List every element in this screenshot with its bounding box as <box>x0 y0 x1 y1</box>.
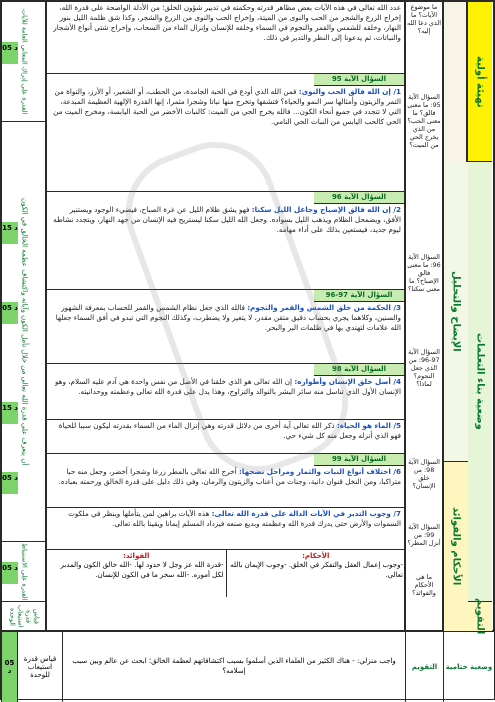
verse-label-97: السؤال الآية 97-96 <box>314 290 404 302</box>
stage-build: وضعية بناء التعلمات <box>468 162 492 602</box>
verse-label-98: السؤال الآية 98 <box>314 364 404 376</box>
verse-label-96: السؤال الآية 96 <box>314 192 404 204</box>
intro-paragraph: عدد الله تعالى في هذه الآيات بعض مظاهر قدرته وحكمته في تدبير شؤون الخلق؛ من الأدلة الواضحة على قدرة الله، إخراج الزرع والشجر من الحب والنوى من الميتة، وإخراج الحب والنوى من الزرع والشجر، وكذا شق ظلمة الليل بنور النهار، وخلقه للشمس والقمر والنجوم في السماء وخلقه للإنسان وإنزال الماء من السحاب، وإخراج شتى أنواع الأشجار والنباتات، ثم يدعونا إلى النظر والتدبر في ذلك. <box>47 2 404 74</box>
goals-column <box>1 1 46 631</box>
footer <box>1 631 494 702</box>
question-4: السؤال الآية 97-96: من الذي جعل النجوم؟ لماذا؟ <box>408 348 440 388</box>
time-badge-5: 05 د <box>2 472 18 494</box>
time-badge-6: 05 د <box>2 562 18 584</box>
question-7: ما هي الأحكام والفوائد؟ <box>412 573 436 597</box>
rulings-benefits <box>46 549 405 597</box>
section-3: 3/ الحكمة من خلق الشمس والقمر والنجوم: فالله الذي جعل نظام الشمس والقمر للحساب بمعرفة الشهور والسنين، وكلاهما يجري بحساب دقيق متقن مقدر، لا يتغير ولا يضطرب، وكذلك النجوم التي تبدو في أفق السماء جعلها الله علامات لتهتدي بها في ظلمات البر والبحر. <box>47 302 404 364</box>
time-badge-4: 15 د <box>2 402 18 424</box>
time-badge-3: 05 د <box>2 302 18 324</box>
goal-4: قياس قدرة استيعاب الوحدة <box>2 602 47 632</box>
question-1: ما موضوع الآيات؟ ما الذي دعا الله إليه؟ <box>407 3 442 35</box>
verse-label-99: السؤال الآية 99 <box>314 454 404 466</box>
footer-time: 05 د <box>1 632 17 702</box>
section-4: 4/ أصل خلق الإنسان وأطواره: إن الله تعالى هو الذي خلقنا في الأصل من نفس واحدة هي آدم عليه السلام، وهو الإنسان الأول الذي تناسل منه سائر البشر بالتوالد والتزاوج، وهذا يدل على قدرة الله تعالى وعظمته ووحدانيته. <box>47 376 404 420</box>
question-2: السؤال الآية 95: ما معنى فالق؟ ما معنى الحب؟ من الذي يخرج الحي من الميت؟ <box>407 93 441 149</box>
goal-1: القدرة على إدراك المعاني العامة للآيات <box>2 2 47 122</box>
homework: واجب منزلي: - هناك الكثير من العلماء الذين أسلموا بسبب اكتشافاتهم لعظمة الخالق؛ ابحث عن عالم وبين سبب إسلامه؟ <box>62 632 405 702</box>
benefits-box: الفوائد: -قدرة الله عز وجل لا حدود لها. -الله خالق الكون والمدبر لكل أموره. -الله سخر ما في الكون للإنسان. <box>46 550 226 597</box>
analysis-column <box>443 1 467 631</box>
section-2: 2/ إن الله فالق الإصباح وجاعل الليل سكنا: فهو يشق ظلام الليل عن غرة الصباح، فيضيء الوجود ويستنير الأفق، ويضمحل الظلام ويذهب الليل بسواده. وجعل الله الليل سكنا ليستريح فيه الإنسان من جهد النهار، ويتجدد نشاطه ليوم جديد، فيستعين بذلك على أداء مهامه. <box>47 204 404 290</box>
stage-column <box>467 1 494 635</box>
goal-3: القدرة على الاستنباط <box>2 542 47 602</box>
footer-measure: قياس قدرة استيعاب للوحدة <box>17 632 62 702</box>
question-3: السؤال الآية 96: ما معنى فالق الإصباح؟ ما معنى سكنا؟ <box>407 253 441 293</box>
rulings-box: الأحكام: -وجوب إعمال العقل والتفكر في الخلق. -وجوب الإيمان بالله تعالى. <box>226 550 406 597</box>
question-5: السؤال الآية 98: من خلق الإنسان؟ <box>408 458 440 490</box>
rulings-label: الأحكام والفوائد <box>444 462 468 632</box>
analysis-label: الإيضاح والتحليل <box>444 162 468 462</box>
footer-stage: التقويم <box>405 632 443 702</box>
section-6: 6/ اختلاف أنواع النبات والثمار ومراحل نضجها: أخرج الله تعالى بالمطر زرعا وشجرا أخضر، وجعل منه حبا متراكبا، ومن النخل قنوان دانية، وجنات من أعناب والزيتون والرمان، وفي ذلك دليل على قدرة الخالق ورحمته بعباده. <box>47 466 404 508</box>
footer-label: وضعية ختامية <box>443 632 494 702</box>
section-7: 7/ وجوب التدبر في الآيات الدالة على قدرة الله تعالى: هذه الآيات براهين لمن يتأملها وينظر في ملكوت السموات والأرض حتى يدرك قدرة الله وعظمته وبديع صنعه فيزداد المسلم إيمانا ويقينا بالله تعالى. <box>68 509 401 528</box>
goal-2: أن يتعرف على قدرة الله تعالى من خلال تأمل الكون وآياته واكتشاف عظمة الخالق في الكون <box>2 122 47 542</box>
section-1: 1/ إن الله فالق الحب والنوى: فمن الله الذي أودع في الحبة الجامدة، من الحطب، أو الشعير، أو الأرز، والنواة من التمر والزيتون وأمثالها سر النمو والحياة؟ فتشقها وتخرج منها نباتا وشجرا مثمرا، إنها القدرة الإلهية العظيمة المبدعة، التي لا تتجدد في جميع أنحاء الكون... فالله يخرج الحي من الميت: كالنبات الأخضر من الحبة اليابسة، ومخرج الميت من الحي كالحب اليابس من النبات الحي النامي. <box>47 86 404 192</box>
time-badge-2: 15 د <box>2 222 18 244</box>
stage-eval: التقويم <box>468 602 492 632</box>
main-content <box>46 1 405 631</box>
time-badge-1: 05 د <box>2 42 18 64</box>
question-6: السؤال الآية 99: من أنزل المطر؟ <box>407 523 441 547</box>
questions-column <box>405 1 443 631</box>
stage-warmup: تهيئة أولية <box>468 2 492 162</box>
verse-label-95: السؤال الآية 95 <box>314 74 404 86</box>
section-5: 5/ الماء هو الحياة: ذكر الله تعالى آية أخرى من دلائل قدرته وهي إنزال الماء من السماء بقدرته ليكون سببا للحياة فهو الذي أنزله وجعل منه كل شيء حي. <box>47 420 404 454</box>
